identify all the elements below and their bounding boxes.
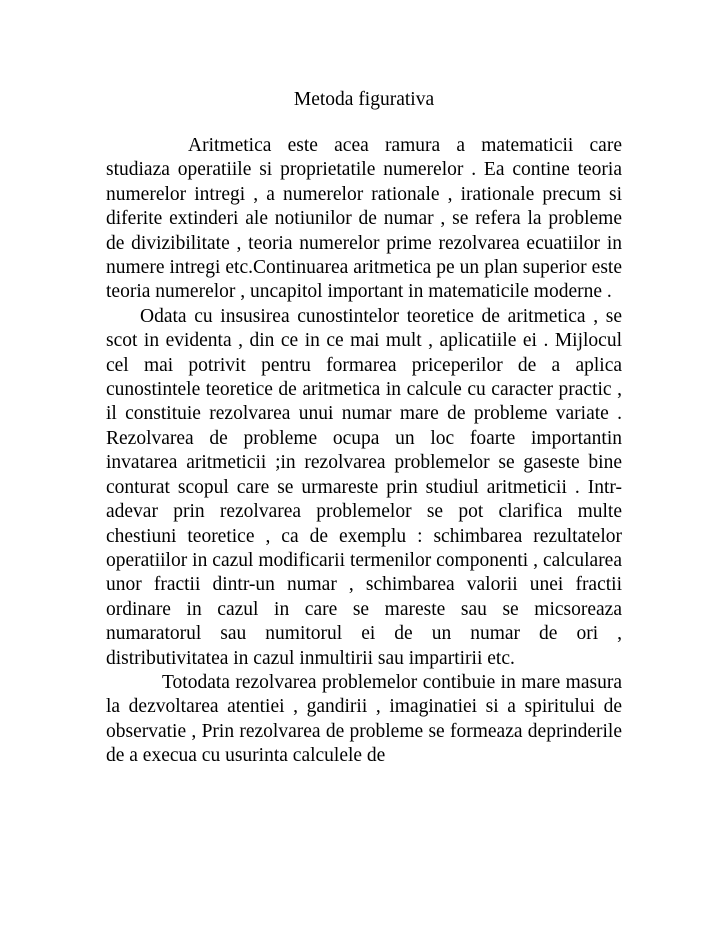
- document-body: [106, 134, 622, 769]
- document-title: Metoda figurativa: [293, 89, 435, 110]
- paragraph-3: Totodata rezolvarea problemelor contibuie in mare masura la dezvoltarea atentiei , gandirii , imaginatiei si a spiritului de observatie , Prin rezolvarea de probleme se formeaza deprinderile de a execua cu usurinta calculele de: [106, 671, 622, 767]
- paragraph-2: Odata cu insusirea cunostintelor teoretice de aritmetica , se scot in evidenta , din ce in ce mai mult , aplicatiile ei . Mijlocul cel mai potrivit pentru formarea priceperilor de a aplica cunostintele teoretice de aritmetica in calcule cu caracter practic , il constituie rezolvarea unui numar mare de probleme variate . Rezolvarea de probleme ocupa un loc foarte importantin invatarea aritmeticii ;in rezolvarea problemelor se gaseste bine conturat scopul care se urmareste prin studiul aritmeticii . Intr-adevar prin rezolvarea problemelor se pot clarifica multe chestiuni teoretice , ca de exemplu : schimbarea rezultatelor operatiilor in cazul modificarii termenilor componenti , calcularea unor fractii dintr-un numar , schimbarea valorii unei fractii ordinare in cazul in care se mareste sau se micsoreaza numaratorul sau numitorul ei de un numar de ori , distributivitatea in cazul inmultirii sau impartirii etc.: [106, 305, 622, 669]
- paragraph-1: Aritmetica este acea ramura a matematicii care studiaza operatiile si proprietatile numerelor . Ea contine teoria numerelor intregi , a numerelor rationale , irationale precum si diferite extinderi ale notiunilor de numar , se refera la probleme de divizibilitate , teoria numerelor prime rezolvarea ecuatiilor in numere intregi etc.Continuarea aritmetica pe un plan superior este teoria numerelor , uncapitol important in matematicile moderne .: [106, 135, 622, 303]
